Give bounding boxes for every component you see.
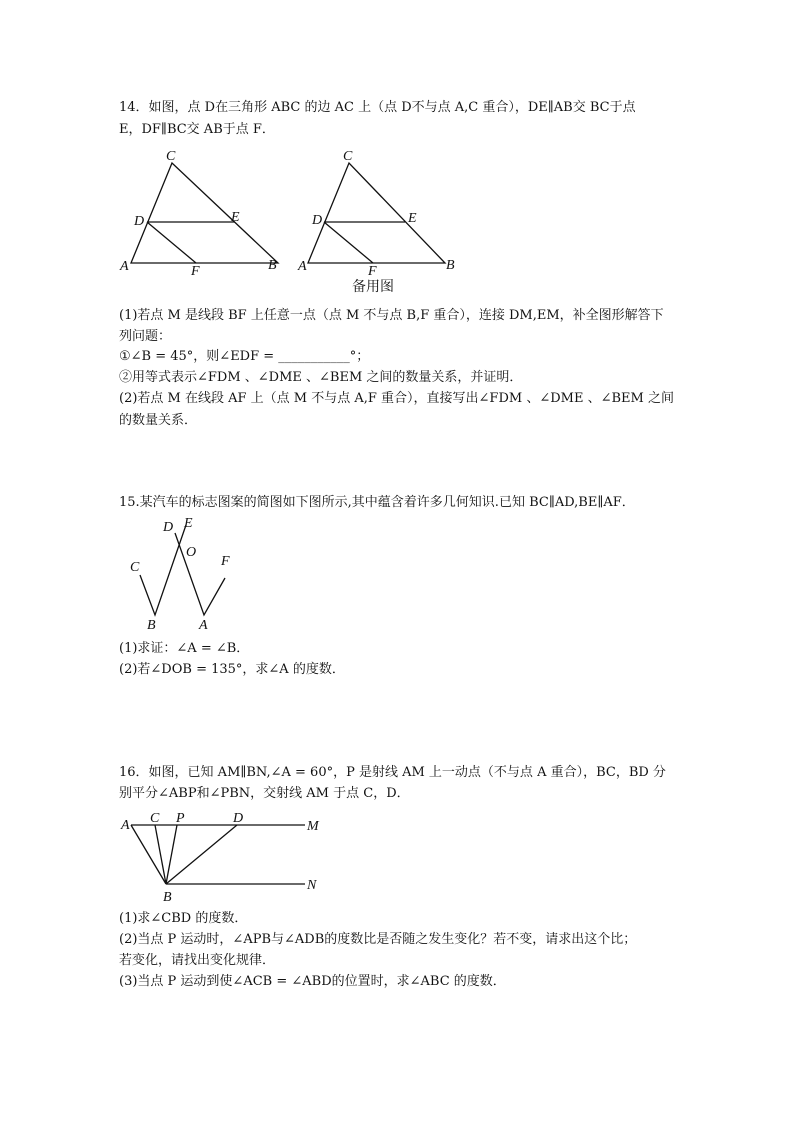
label-e: E bbox=[184, 516, 193, 531]
q16-part1: (1)求∠CBD 的度数． bbox=[119, 911, 248, 926]
q14-part2-line2: 的数量关系． bbox=[119, 413, 198, 428]
label-c: C bbox=[150, 811, 160, 826]
q14-part1-line1: (1)若点 M 是线段 BF 上任意一点（点 M 不与点 B,F 重合），连接 DM,EM，补全图形解答下 bbox=[119, 308, 664, 323]
segment-df bbox=[324, 222, 373, 263]
q16-text-line2: 别平分∠ABP和∠PBN，交射线 AM 于点 C，D． bbox=[119, 786, 410, 801]
label-b: B bbox=[163, 890, 172, 903]
label-d: D bbox=[134, 214, 145, 229]
label-a: A bbox=[121, 818, 130, 833]
label-d: D bbox=[163, 520, 174, 535]
segment-bp bbox=[166, 825, 177, 884]
label-p: P bbox=[176, 811, 185, 826]
path-c-b-e bbox=[140, 525, 186, 615]
label-f: F bbox=[221, 554, 230, 569]
q14-text-line1: 14．如图，点 D在三角形 ABC 的边 AC 上（点 D不与点 A,C 重合），DE∥AB交 BC于点 bbox=[119, 100, 636, 115]
q14-part2-line1: (2)若点 M 在线段 AF 上（点 M 不与点 A,F 重合），直接写出∠FDM 、∠DME 、∠BEM 之间 bbox=[119, 391, 674, 406]
label-f: F bbox=[191, 264, 200, 275]
label-a: A bbox=[120, 259, 129, 274]
q16-part3: (3)当点 P 运动到使∠ACB = ∠ABD的位置时，求∠ABC 的度数． bbox=[119, 974, 506, 989]
q15-part2: (2)若∠DOB = 135°，求∠A 的度数． bbox=[119, 662, 345, 677]
label-o: O bbox=[186, 545, 197, 560]
segment-df bbox=[147, 222, 196, 263]
q14-part1-b: ②用等式表示∠FDM 、∠DME 、∠BEM 之间的数量关系，并证明． bbox=[119, 370, 523, 385]
label-c: C bbox=[166, 149, 176, 164]
q16-text-line1: 16．如图，已知 AM∥BN,∠A = 60°，P 是射线 AM 上一动点（不与点 A 重合），BC，BD 分 bbox=[119, 765, 666, 780]
triangle-abc bbox=[308, 163, 445, 263]
q15-part1: (1)求证：∠A = ∠B． bbox=[119, 641, 250, 656]
q14-text-line2: E，DF∥BC交 AB于点 F． bbox=[119, 122, 275, 137]
triangle-abc bbox=[131, 163, 278, 263]
label-b: B bbox=[446, 258, 455, 273]
q15-figure bbox=[120, 515, 260, 635]
label-n: N bbox=[307, 878, 317, 893]
q16-figure bbox=[117, 808, 327, 903]
label-e: E bbox=[408, 211, 417, 226]
q15-text-line1: 15.某汽车的标志图案的简图如下图所示,其中蕴含着许多几何知识.已知 BC∥AD,BE∥AF． bbox=[119, 495, 635, 510]
label-d: D bbox=[233, 811, 244, 826]
label-m: M bbox=[307, 819, 319, 834]
label-c: C bbox=[130, 560, 140, 575]
q14-part1-line2: 列问题： bbox=[119, 329, 172, 344]
label-f: F bbox=[368, 264, 377, 275]
label-d: D bbox=[312, 213, 323, 228]
label-e: E bbox=[231, 210, 240, 225]
label-b: B bbox=[268, 258, 277, 273]
q16-part2-line1: (2)当点 P 运动时，∠APB与∠ADB的度数比是否随之发生变化？若不变，请求出这个比； bbox=[119, 932, 637, 947]
q14-figure-2 bbox=[292, 145, 472, 275]
label-a: A bbox=[199, 618, 208, 633]
label-b: B bbox=[147, 618, 156, 633]
path-d-a-f bbox=[175, 533, 225, 615]
label-c: C bbox=[343, 149, 353, 164]
q16-part2-line2: 若变化，请找出变化规律． bbox=[119, 953, 276, 968]
segment-bd bbox=[166, 825, 237, 884]
label-a: A bbox=[298, 259, 307, 274]
figure-caption: 备用图 bbox=[352, 279, 394, 295]
q14-part1-a: ①∠B = 45°，则∠EDF = ___________°； bbox=[119, 349, 370, 364]
q14-figure-1 bbox=[115, 145, 295, 275]
